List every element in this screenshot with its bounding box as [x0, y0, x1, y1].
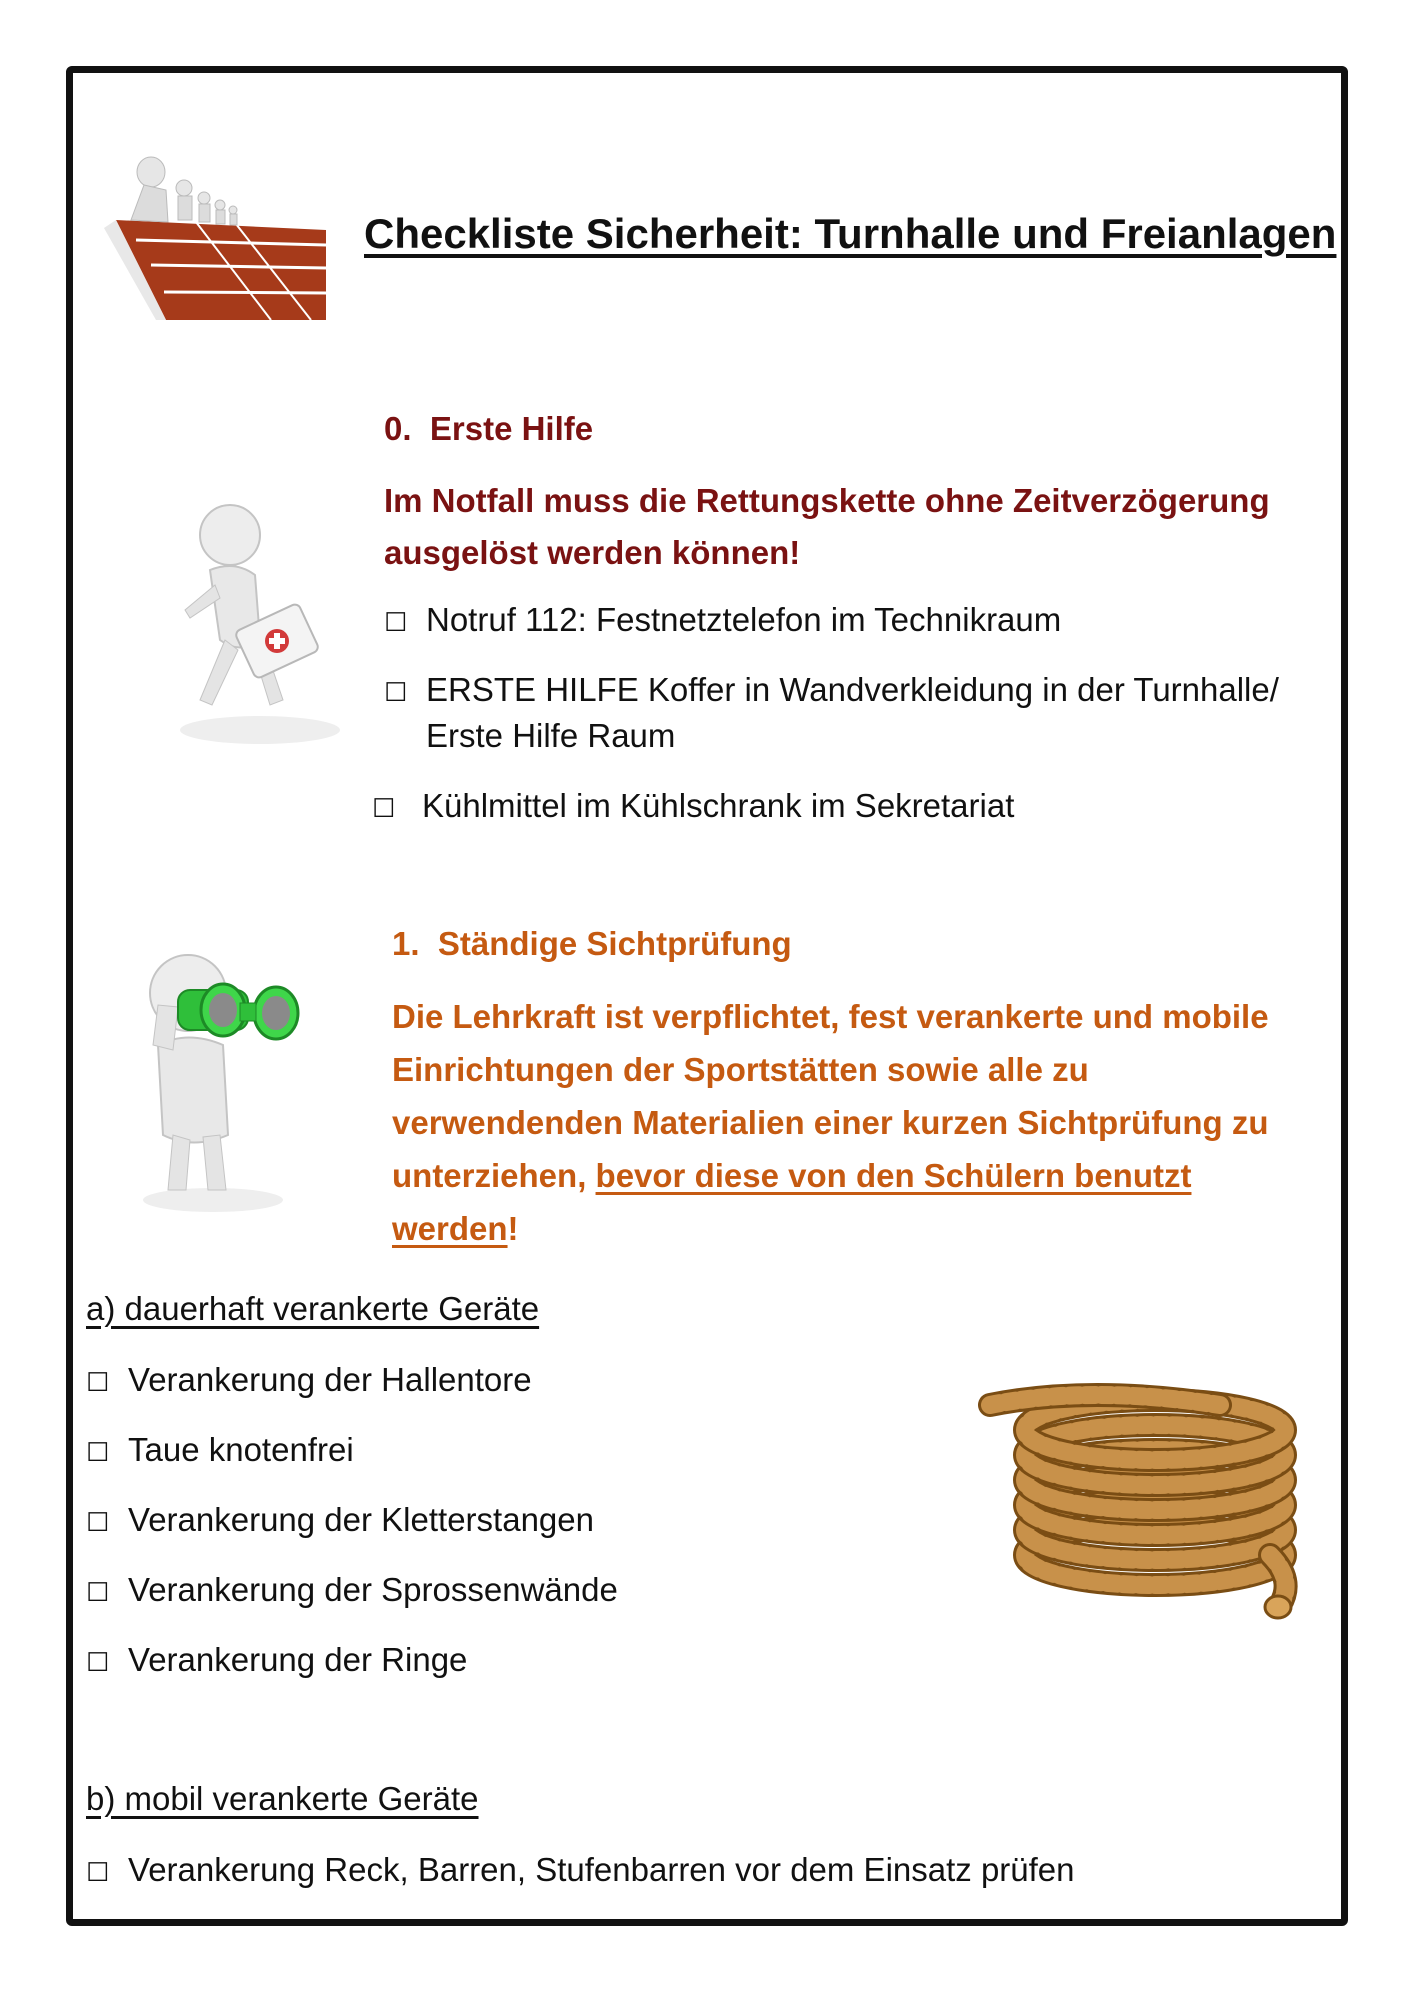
checklist-item-label: Verankerung Reck, Barren, Stufenbarren vor dem Einsatz prüfen [128, 1851, 1075, 1888]
subsection-a-heading: a) dauerhaft verankerte Geräte [86, 1290, 540, 1327]
section1-lead-line [392, 1202, 1269, 1255]
section1-heading [392, 925, 792, 963]
checkbox-icon[interactable]: ☐ [86, 1578, 110, 1608]
section1-lead-line: verwendenden Materialien einer kurzen Sichtprüfung zu [392, 1104, 1269, 1141]
section0-number: 0. [384, 410, 412, 447]
checkbox-icon[interactable]: ☐ [86, 1508, 110, 1538]
checkbox-icon[interactable]: ☐ [372, 794, 396, 824]
first-aid-figure-icon [150, 490, 350, 750]
checklist-item[interactable] [86, 1847, 1075, 1896]
checkbox-icon[interactable]: ☐ [86, 1858, 110, 1888]
checklist-item[interactable] [86, 1567, 618, 1616]
rope-coil-icon [970, 1365, 1340, 1625]
checklist-item-continuation: Erste Hilfe Raum [426, 717, 676, 754]
subsection-b-heading: b) mobil verankerte Geräte [86, 1780, 479, 1817]
checkbox-icon[interactable]: ☐ [86, 1368, 110, 1398]
checklist-item[interactable] [384, 667, 1279, 716]
binoculars-figure-icon [128, 945, 303, 1215]
checklist-item-label: Notruf 112: Festnetztelefon im Technikraum [426, 601, 1062, 638]
checklist-item[interactable] [384, 597, 1061, 646]
checkbox-icon[interactable]: ☐ [86, 1438, 110, 1468]
lead-text: ! [507, 1210, 519, 1247]
lead-emphasis: werden [392, 1210, 508, 1247]
checkbox-icon[interactable]: ☐ [384, 608, 408, 638]
section1-number: 1. [392, 925, 420, 962]
checkbox-icon[interactable]: ☐ [86, 1648, 110, 1678]
section1-lead-line [392, 1149, 1269, 1202]
checklist-item-label: Taue knotenfrei [128, 1431, 354, 1468]
checklist-item-label: ERSTE HILFE Koffer in Wandverkleidung in der Turnhalle/ [426, 671, 1279, 708]
checklist-item[interactable] [86, 1357, 532, 1406]
section1-lead [392, 990, 1269, 1255]
checklist-item[interactable] [86, 1497, 594, 1546]
checklist-item-label: Verankerung der Sprossenwände [128, 1571, 618, 1608]
section1-lead-line: Die Lehrkraft ist verpflichtet, fest verankerte und mobile [392, 998, 1269, 1035]
checklist-item-label: Verankerung der Ringe [128, 1641, 468, 1678]
section0-lead-line2: ausgelöst werden können! [384, 534, 801, 571]
checklist-item[interactable] [86, 1427, 354, 1476]
section0-lead-line1: Im Notfall muss die Rettungskette ohne Zeitverzögerung [384, 482, 1270, 519]
checklist-item-label: Kühlmittel im Kühlschrank im Sekretariat [422, 787, 1015, 824]
section0-lead [384, 475, 1270, 579]
section1-lead-line: Einrichtungen der Sportstätten sowie alle zu [392, 1051, 1089, 1088]
checklist-item[interactable] [372, 783, 1014, 832]
section0-title: Erste Hilfe [429, 410, 594, 447]
checkbox-icon[interactable]: ☐ [384, 678, 408, 708]
page-title: Checkliste Sicherheit: Turnhalle und Freianlagen [364, 210, 1337, 257]
checklist-item[interactable] [86, 1637, 467, 1686]
lead-emphasis: bevor diese von den Schülern benutzt [595, 1157, 1192, 1194]
checklist-item-label: Verankerung der Hallentore [128, 1361, 532, 1398]
running-track-icon [96, 150, 326, 320]
section0-heading [384, 410, 593, 448]
lead-text: unterziehen, [392, 1157, 596, 1194]
section1-title: Ständige Sichtprüfung [437, 925, 792, 962]
checklist-item-label: Verankerung der Kletterstangen [128, 1501, 594, 1538]
